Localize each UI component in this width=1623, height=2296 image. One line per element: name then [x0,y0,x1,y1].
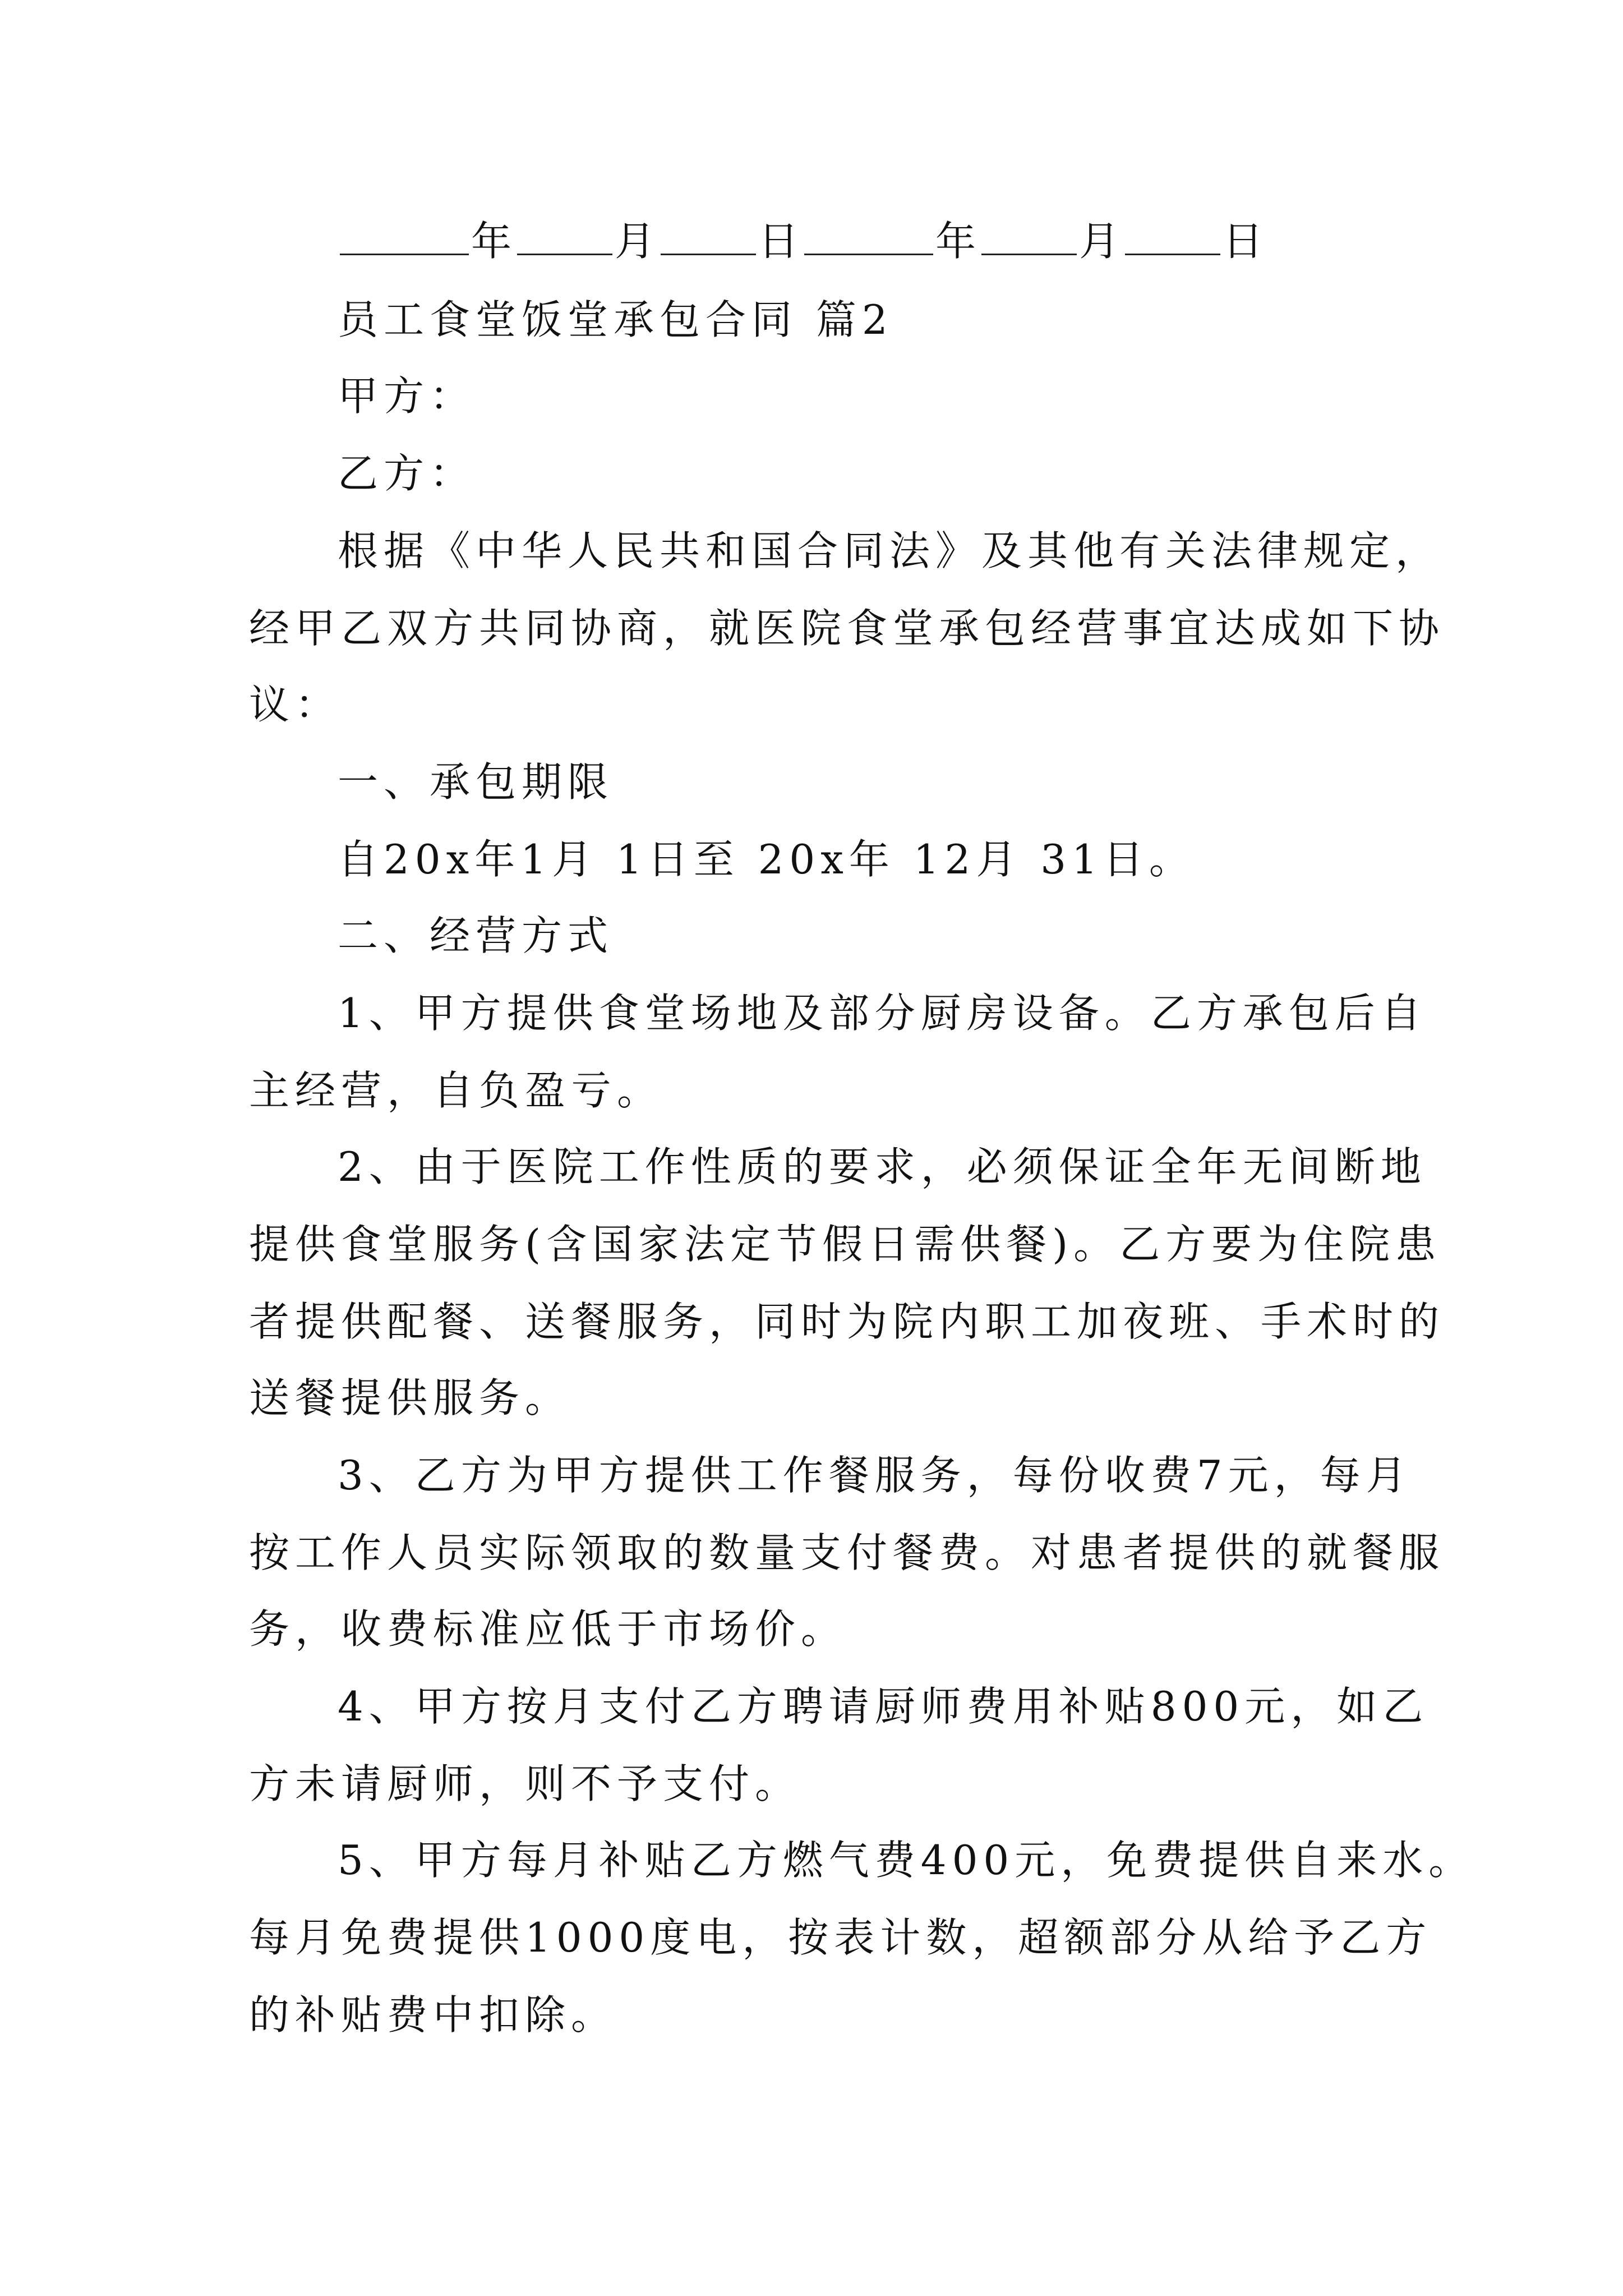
document-title: 员工食堂饭堂承包合同 篇2 [338,296,893,343]
section1-heading: 一、承包期限 [338,758,614,806]
month-label-1: 月 [615,218,659,265]
section2-heading: 二、经营方式 [338,912,614,959]
date-line [338,213,1266,269]
day-blank-2 [1125,213,1220,255]
item5-line-2: 每月免费提供1000度电，按表计数，超额部分从给予乙方 [249,1914,1432,1961]
item2-line-3: 者提供配餐、送餐服务，同时为院内职工加夜班、手术时的 [249,1298,1445,1345]
item3-line-2: 按工作人员实际领取的数量支付餐费。对患者提供的就餐服 [249,1529,1445,1576]
year-blank-2 [804,213,933,255]
intro-line-3: 议： [249,681,342,728]
item1-line-1: 1、甲方提供食堂场地及部分厨房设备。乙方承包后自 [338,990,1427,1037]
month-blank-2 [981,213,1077,255]
intro-line-1: 根据《中华人民共和国合同法》及其他有关法律规定， [338,527,1442,574]
item1-line-2: 主经营，自负盈亏。 [249,1067,663,1114]
day-label-2: 日 [1223,218,1267,265]
item4-line-1: 4、甲方按月支付乙方聘请厨师费用补贴800元，如乙 [338,1683,1429,1730]
section1-text: 自20x年1月 1日至 20x年 12月 31日。 [338,836,1195,883]
item2-line-4: 送餐提供服务。 [249,1374,571,1421]
item3-line-1: 3、乙方为甲方提供工作餐服务，每份收费7元，每月 [338,1452,1412,1499]
item2-line-1: 2、由于医院工作性质的要求，必须保证全年无间断地 [338,1143,1427,1190]
year-label-1: 年 [471,218,515,265]
year-label-2: 年 [935,218,980,265]
day-blank-1 [661,213,756,255]
month-label-2: 月 [1079,218,1123,265]
item5-line-1: 5、甲方每月补贴乙方燃气费400元，免费提供自来水。 [338,1837,1475,1884]
item2-line-2: 提供食堂服务(含国家法定节假日需供餐)。乙方要为住院患 [249,1221,1442,1268]
year-blank-1 [340,213,469,255]
intro-line-2: 经甲乙双方共同协商，就医院食堂承包经营事宜达成如下协 [249,605,1445,652]
party-b-label: 乙方： [338,450,476,497]
item3-line-3: 务，收费标准应低于市场价。 [249,1605,847,1653]
item5-line-3: 的补贴费中扣除。 [249,1991,617,2039]
month-blank-1 [517,213,612,255]
item4-line-2: 方未请厨师，则不予支付。 [249,1760,801,1807]
day-label-1: 日 [758,218,803,265]
party-a-label: 甲方： [338,372,476,420]
